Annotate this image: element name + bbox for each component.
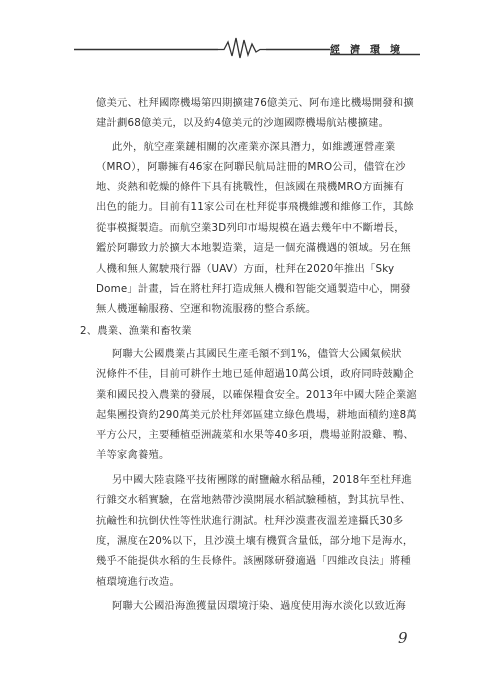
paragraph-line: 植環境進行改造。 (96, 576, 180, 588)
paragraph-line: 人機和無人駕駛飛行器（UAV）方面，杜拜在2020年推出「Sky (96, 263, 395, 275)
paragraph-line: 平方公尺，主要種植亞洲蔬菜和水果等40多項，農場並附設雞、鴨、 (96, 429, 414, 441)
page-header (0, 0, 480, 60)
section-title: 經濟環境 (330, 45, 410, 56)
paragraph-line: 抗鹼性和抗倒伏性等性狀進行測試。杜拜沙漠晝夜溫差達攝氏30多 (96, 515, 404, 527)
paragraph-line: 鑑於阿聯致力於擴大本地製造業，這是一個充滿機遇的領域。另在無 (96, 242, 411, 254)
paragraph-line: 幾乎不能提供水稻的生長條件。該團隊研發適過「四維改良法」將種 (96, 555, 411, 567)
paragraph-line: 阿聯大公國農業占其國民生產毛額不到1%，儘管大公國氣候狀 (112, 348, 402, 360)
paragraph-line: 無人機運輸服務、空運和物流服務的整合系統。 (96, 303, 317, 315)
paragraph-line: 行雜交水稻實驗，在當地熱帶沙漠開展水稻試驗種植，對其抗旱性、 (96, 494, 411, 506)
paragraph-line: 億美元、杜拜國際機場第四期擴建76億美元、阿布達比機場開發和擴 (96, 97, 414, 109)
paragraph-line: Dome」計畫，旨在將杜拜打造成無人機和智能交通製造中心，開發 (96, 283, 411, 295)
paragraph-line: 阿聯大公國沿海漁獲量因環境汙染、過度使用海水淡化以致近海 (112, 600, 406, 612)
paragraph-line: 地、炎熱和乾燥的條件下具有挑戰性，但該國在飛機MRO方面擁有 (96, 181, 405, 193)
section-heading: 2、農業、漁業和畜牧業 (80, 325, 192, 337)
page-number: 9 (398, 629, 408, 647)
paragraph-line: 從事模擬製造。而航空業3D列印市場規模在過去幾年中不斷增長， (96, 222, 405, 234)
paragraph-line: 此外，航空產業鏈相關的次產業亦深具潛力，如維護運營產業 (112, 141, 396, 153)
paragraph-line: 況條件不佳，目前可耕作土地已延伸超過10萬公頃，政府同時鼓勵企 (96, 368, 414, 380)
paragraph-line: （MRO），阿聯擁有46家在阿聯民航局註冊的MRO公司，儘管在沙 (96, 161, 406, 173)
paragraph-line: 建計劃68億美元，以及約4億美元的沙迦國際機場航站樓擴建。 (96, 117, 390, 129)
paragraph-line: 業和國民投入農業的發展，以確保糧食安全。2013年中國大陸企業滬 (96, 389, 417, 401)
paragraph-line: 起集團投資約290萬美元於杜拜郊區建立綠色農場，耕地面積約達8萬 (96, 409, 417, 421)
paragraph-line: 羊等家禽養殖。 (96, 449, 170, 461)
paragraph-line: 另中國大陸袁隆平技術團隊的耐鹽鹼水稻品種，2018年至杜拜進 (112, 474, 412, 486)
paragraph-line: 出色的能力。目前有11家公司在杜拜從事飛機維護和維修工作，其餘 (96, 201, 414, 213)
paragraph-line: 度，濕度在20%以下，且沙漠土壤有機質含量低，部分地下是海水， (96, 535, 414, 547)
